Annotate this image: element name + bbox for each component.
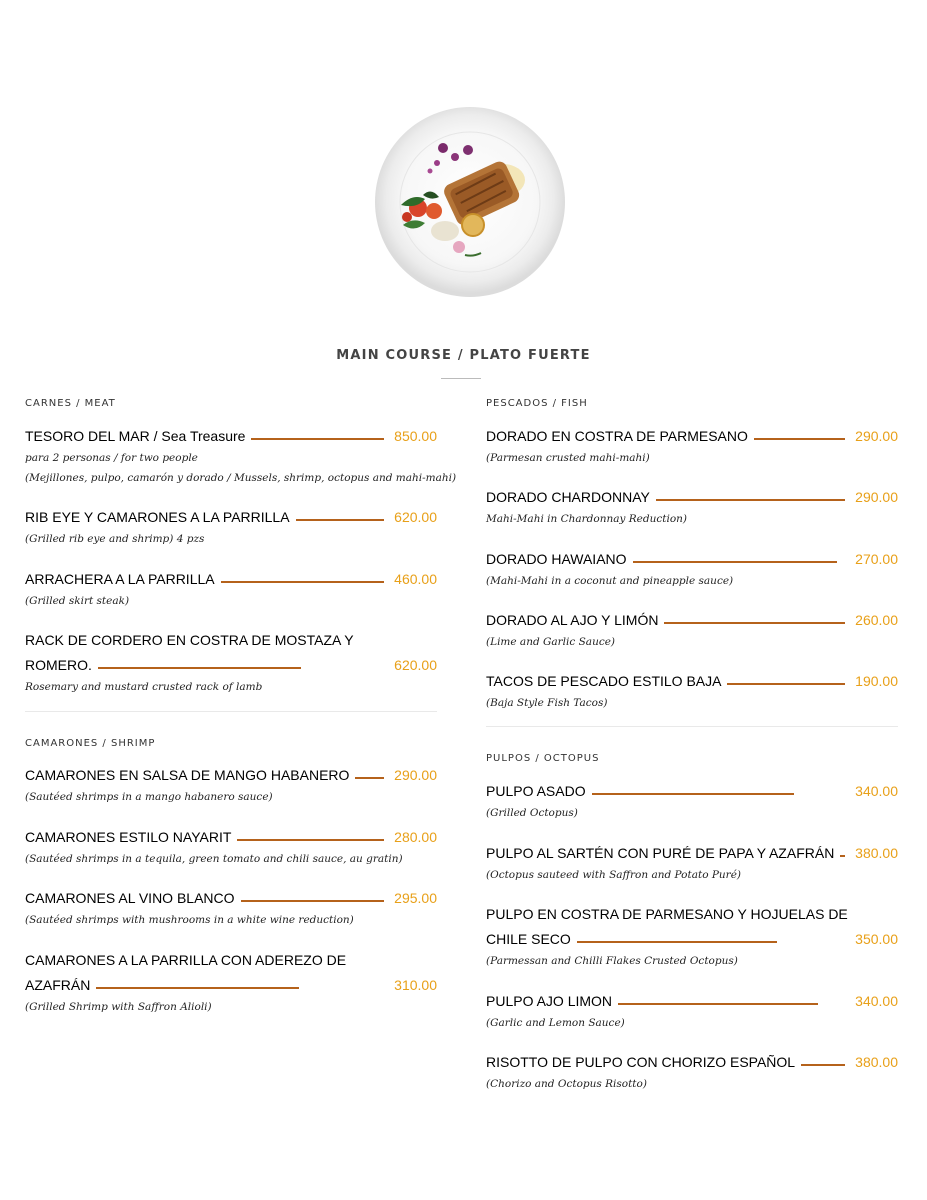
item-price: 620.00 (394, 657, 437, 673)
menu-item (486, 428, 898, 468)
menu-item (25, 571, 437, 611)
leader-line (200, 581, 384, 583)
menu-item (486, 845, 898, 885)
item-description: (Sautéed shrimps with mushrooms in a white wine reduction) (25, 914, 354, 926)
leader-line (608, 1003, 818, 1005)
item-name: PULPO EN COSTRA DE PARMESANO Y HOJUELAS DE (486, 906, 854, 922)
leader-line (655, 622, 845, 624)
item-name: PULPO AL SARTÉN CON PURÉ DE PAPA Y AZAFRÁN (486, 845, 840, 861)
menu-item (25, 829, 437, 869)
item-price: 290.00 (394, 767, 437, 783)
item-description: (Grilled rib eye and shrimp) 4 pzs (25, 533, 205, 545)
page-title: MAIN COURSE / PLATO FUERTE (336, 348, 591, 363)
item-description: (Baja Style Fish Tacos) (486, 697, 608, 709)
menu-item (486, 783, 898, 823)
item-description: (Garlic and Lemon Sauce) (486, 1017, 625, 1029)
item-description: (Sautéed shrimps in a tequila, green tomato and chili sauce, au gratin) (25, 853, 403, 865)
item-price: 620.00 (394, 509, 437, 525)
menu-item (486, 489, 898, 529)
item-name: DORADO AL AJO Y LIMÓN (486, 612, 664, 628)
menu-item (25, 890, 437, 930)
item-name: PULPO AJO LIMON (486, 993, 618, 1009)
item-name-continued: ROMERO. (25, 657, 98, 673)
dish-photo (373, 105, 567, 299)
item-price: 280.00 (394, 829, 437, 845)
item-price: 350.00 (855, 931, 898, 947)
leader-line (217, 839, 384, 841)
menu-item (25, 767, 437, 807)
menu-item (25, 632, 437, 697)
item-name: ARRACHERA A LA PARRILLA (25, 571, 221, 587)
menu-item (486, 612, 898, 652)
item-name-continued: CHILE SECO (486, 931, 577, 947)
item-name: TACOS DE PESCADO ESTILO BAJA (486, 673, 727, 689)
item-name: DORADO HAWAIANO (486, 551, 633, 567)
section-divider (486, 726, 898, 727)
item-name: CAMARONES EN SALSA DE MANGO HABANERO (25, 767, 355, 783)
item-name: CAMARONES AL VINO BLANCO (25, 890, 241, 906)
item-name: RIB EYE Y CAMARONES A LA PARRILLA (25, 509, 296, 525)
item-price: 295.00 (394, 890, 437, 906)
category-heading: CARNES / MEAT (25, 398, 116, 409)
menu-item (25, 509, 437, 549)
item-description: (Mahi-Mahi in a coconut and pineapple sauce) (486, 575, 734, 587)
item-price: 340.00 (855, 993, 898, 1009)
item-description: Rosemary and mustard crusted rack of lamb (25, 681, 263, 693)
item-name: CAMARONES A LA PARRILLA CON ADEREZO DE (25, 952, 352, 968)
menu-item (25, 952, 437, 1017)
item-price: 380.00 (855, 1054, 898, 1070)
leader-line (235, 438, 384, 440)
item-description: (Parmesan crusted mahi-mahi) (486, 452, 650, 464)
item-description: (Chorizo and Octopus Risotto) (486, 1078, 647, 1090)
item-price: 380.00 (855, 845, 898, 861)
item-name: PULPO ASADO (486, 783, 592, 799)
item-description: (Grilled Octopus) (486, 807, 578, 819)
leader-line (646, 499, 845, 501)
item-price: 460.00 (394, 571, 437, 587)
item-description: (Mejillones, pulpo, camarón y dorado / Mussels, shrimp, octopus and mahi-mahi) (25, 472, 457, 484)
menu-item (486, 993, 898, 1033)
item-price: 290.00 (855, 489, 898, 505)
item-description: (Sautéed shrimps in a mango habanero sauce) (25, 791, 273, 803)
menu-item (486, 673, 898, 713)
menu-item (486, 551, 898, 591)
item-description: (Parmessan and Chilli Flakes Crusted Octopus) (486, 955, 738, 967)
item-name: CAMARONES ESTILO NAYARIT (25, 829, 237, 845)
item-price: 290.00 (855, 428, 898, 444)
item-description: (Grilled Shrimp with Saffron Alioli) (25, 1001, 212, 1013)
item-name: TESORO DEL MAR / Sea Treasure (25, 428, 251, 444)
item-name: RISOTTO DE PULPO CON CHORIZO ESPAÑOL (486, 1054, 801, 1070)
item-price: 340.00 (855, 783, 898, 799)
category-heading: PESCADOS / FISH (486, 398, 588, 409)
item-description: (Octopus sauteed with Saffron and Potato Puré) (486, 869, 742, 881)
category-heading: CAMARONES / SHRIMP (25, 738, 156, 749)
item-name: RACK DE CORDERO EN COSTRA DE MOSTAZA Y (25, 632, 360, 648)
leader-line (91, 667, 301, 669)
item-name: DORADO EN COSTRA DE PARMESANO (486, 428, 754, 444)
menu-item (486, 906, 898, 971)
section-divider (25, 711, 437, 712)
item-name: DORADO CHARDONNAY (486, 489, 656, 505)
leader-line (584, 793, 794, 795)
leader-line (567, 941, 777, 943)
item-name-continued: AZAFRÁN (25, 977, 96, 993)
leader-line (89, 987, 299, 989)
item-description: (Lime and Garlic Sauce) (486, 636, 616, 648)
item-price: 260.00 (855, 612, 898, 628)
leader-line (628, 561, 837, 563)
leader-line (227, 900, 384, 902)
menu-item (25, 428, 457, 488)
item-price: 270.00 (855, 551, 898, 567)
title-divider (441, 378, 481, 379)
category-heading: PULPOS / OCTOPUS (486, 753, 600, 764)
menu-item (486, 1054, 898, 1094)
item-description: (Grilled skirt steak) (25, 595, 130, 607)
item-description: para 2 personas / for two people (25, 452, 198, 464)
item-price: 310.00 (394, 977, 437, 993)
item-price: 190.00 (855, 673, 898, 689)
item-price: 850.00 (394, 428, 437, 444)
item-description: Mahi-Mahi in Chardonnay Reduction) (486, 513, 688, 525)
